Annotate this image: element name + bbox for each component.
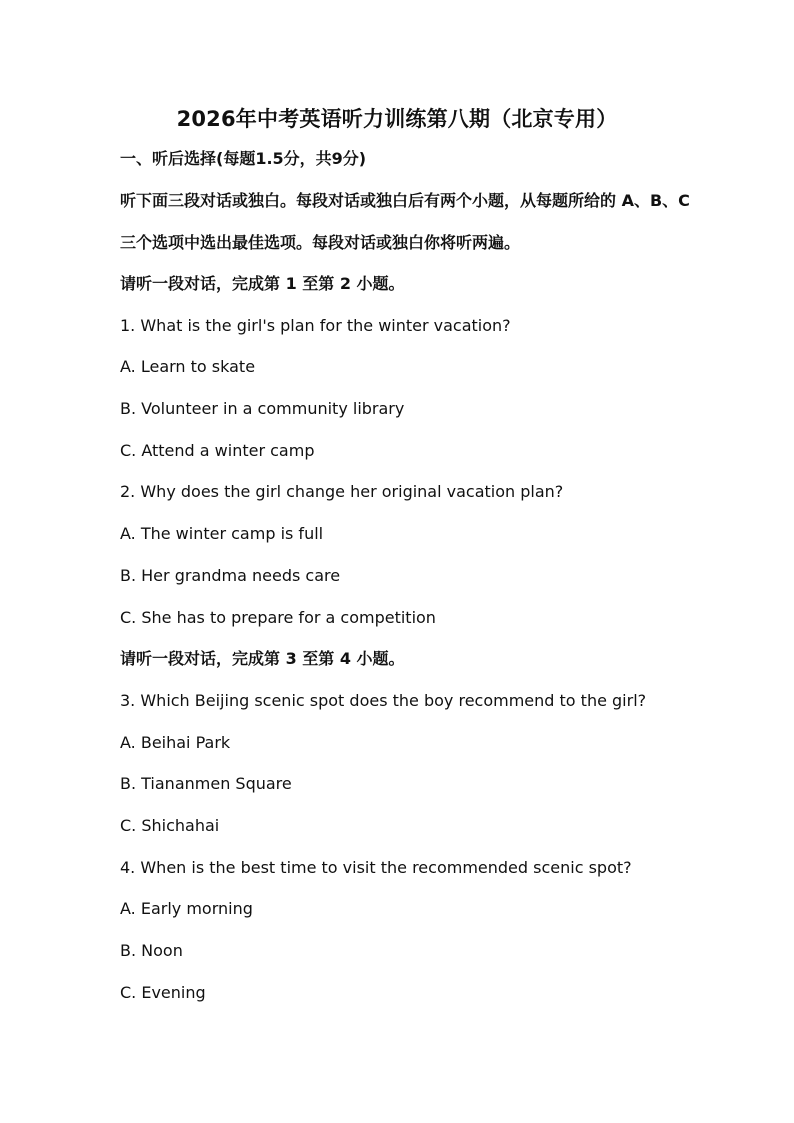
group-prompt: 请听一段对话，完成第 1 至第 2 小题。 [120, 274, 405, 293]
answer-option: C. Attend a winter camp [120, 440, 315, 460]
answer-option: C. Shichahai [120, 815, 220, 835]
answer-option: A. The winter camp is full [120, 524, 324, 544]
question-stem: 2. Why does the girl change her original vacation plan? [120, 482, 564, 502]
answer-option: B. Her grandma needs care [120, 565, 341, 585]
question-group-1 [120, 273, 760, 1023]
question-stem: 3. Which Beijing scenic spot does the boy recommend to the girl? [120, 690, 647, 710]
instruction-line-1: 听下面三段对话或独白。每段对话或独白后有两个小题，从每题所给的 A、B、C [120, 191, 690, 210]
section-heading: 一、听后选择(每题1.5分，共9分) [120, 149, 367, 168]
answer-option: A. Early morning [120, 899, 253, 919]
answer-option: B. Tiananmen Square [120, 774, 292, 794]
answer-option: C. Evening [120, 982, 206, 1002]
question-stem: 4. When is the best time to visit the recommended scenic spot? [120, 857, 632, 877]
answer-option: A. Beihai Park [120, 732, 231, 752]
answer-option: B. Volunteer in a community library [120, 399, 405, 419]
document-title: 2026年中考英语听力训练第八期（北京专用） [176, 107, 618, 131]
question-stem: 1. What is the girl's plan for the winter vacation? [120, 315, 511, 335]
answer-option: A. Learn to skate [120, 357, 256, 377]
instruction-line-2: 三个选项中选出最佳选项。每段对话或独白你将听两遍。 [120, 233, 521, 252]
group-prompt: 请听一段对话，完成第 3 至第 4 小题。 [120, 649, 405, 669]
answer-option: C. She has to prepare for a competition [120, 607, 436, 627]
answer-option: B. Noon [120, 941, 183, 960]
